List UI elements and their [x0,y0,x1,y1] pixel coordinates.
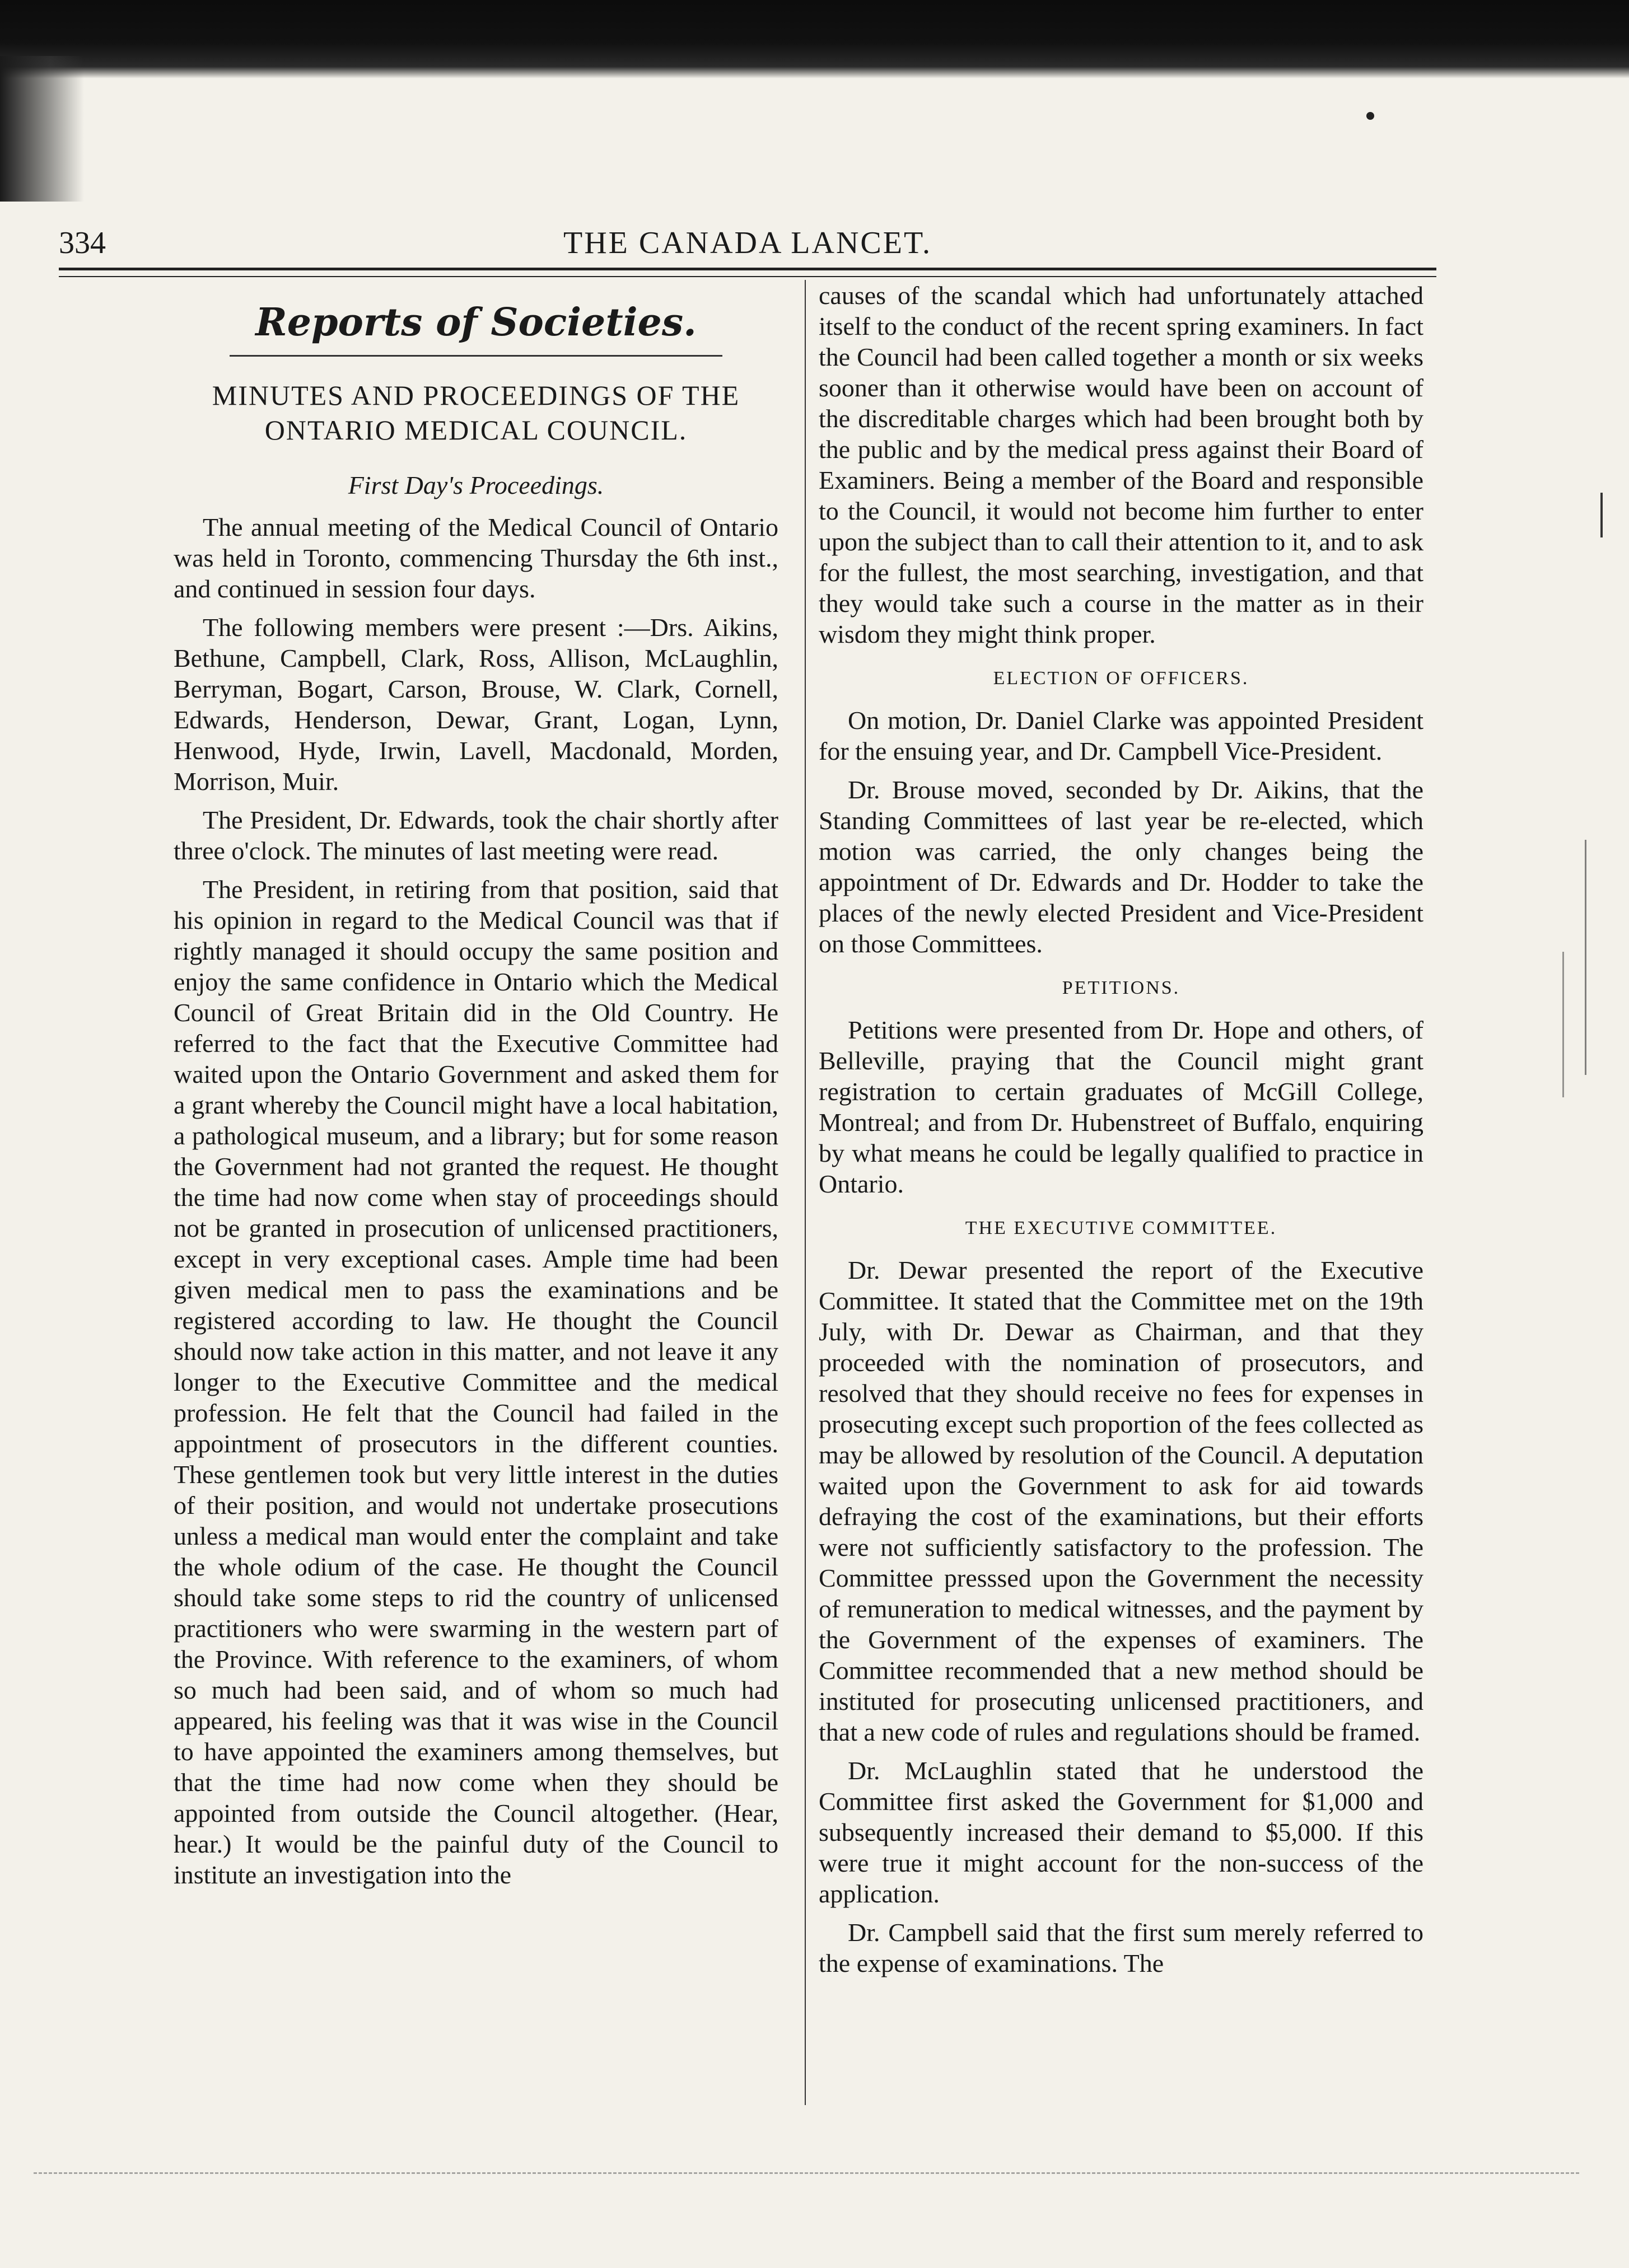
paragraph: On motion, Dr. Daniel Clarke was appointed President for the ensuing year, and Dr. Campbell Vice-President. [819,706,1423,765]
article-heading-line: MINUTES AND PROCEEDINGS OF THE [212,380,740,411]
paragraph: Dr. Campbell said that the first sum merely referred to the expense of examinations. The [819,1918,1423,1977]
running-title: THE CANADA LANCET. [563,226,932,260]
paragraph: The President, in retiring from that position, said that his opinion in regard to the Medical Council was that if rightly managed it should occupy the same position and enjoy the same confidence in Ontario which the Medical Council of Great Britain did in the Old Country. He referred to the fact that the Executive Committee had waited upon the Ontario Government and asked them for a grant whereby the Council might have a local habitation, a pathological museum, and a library; but for some reason the Government had not granted the request. He thought the time had now come when stay of proceedings should not be granted in prosecution of unlicensed practitioners, except in very exceptional cases. Ample time had been given medical men to pass the examinations and be registered according to law. He thought the Council should now take action in this matter, and not leave it any longer to the Executive Committee and the medical profession. He felt that the Council had failed in the appointment of prosecutors in the different counties. These gentlemen took but very little interest in the duties of their position, and would not undertake prosecutions unless a medical man would enter the complaint and take the whole odium of the case. He thought the Council should take some steps to rid the country of unlicensed practitioners who were swarming in the western part of the Province. With reference to the examiners, of whom so much had been said, and of whom so much had appeared, his feeling was that it was wise in the Council to have appointed the examiners among themselves, but that the time had now come when they should be appointed from outside the Council altogether. (Hear, hear.) It would be the painful duty of the Council to institute an investigation into the [174,875,778,1889]
scan-edge-left [0,56,84,202]
section-heading-election: ELECTION OF OFFICERS. [993,668,1249,689]
paragraph: Dr. McLaughlin stated that he understood the Committee first asked the Government for $1,000 and subsequently increased their demand to $5,000. If this were true it might account for the non-success of the application. [819,1756,1423,1908]
header-rule [59,268,1436,277]
left-column [174,280,778,1898]
article-heading-line: ONTARIO MEDICAL COUNCIL. [264,414,688,446]
page-header [59,219,1436,264]
margin-mark [1585,840,1586,1075]
scan-speck [1366,112,1374,120]
scan-edge-top [0,0,1629,78]
article-subheading: First Day's Proceedings. [348,471,604,499]
right-column [819,280,1423,1986]
paragraph: Dr. Dewar presented the report of the Executive Committee. It stated that the Committee met on the 19th July, with Dr. Dewar as Chairman, and that they proceeded with the nomination of prosecutors, and resolved that they should receive no fees for expenses in prosecuting except such proportion of the fees collected as may be allowed by resolution of the Council. A deputation waited upon the Government to ask for aid towards defraying the cost of the examinations, but their efforts were not sufficiently satisfactory to the profession. The Committee presssed upon the Government the necessity of remuneration to medical witnesses, and the payment by the Government of the expenses of examiners. The Committee recommended that a new method should be instituted for prosecuting unlicensed practitioners, and that a new code of rules and regulations should be framed. [819,1256,1423,1746]
margin-mark [1600,493,1603,537]
column-divider [805,280,806,2105]
paragraph: causes of the scandal which had unfortunately attached itself to the conduct of the recent spring examiners. In fact the Council had been called together a month or six weeks sooner than it otherwise would have been on account of the discreditable charges which had been brought both by the public and by the medical press against their Board of Examiners. Being a member of the Board and responsible to the Council, it would not become him further to enter upon the subject than to call their attention to it, and to ask for the fullest, the most searching, investigation, and that they would take such a course in the matter as in their wisdom they might think proper. [819,281,1423,648]
margin-mark [1562,952,1564,1097]
scan-footer-smudge [34,2172,1579,2196]
section-title: Reports of Societies. [255,300,697,345]
article-heading [174,378,778,447]
section-heading-executive: THE EXECUTIVE COMMITTEE. [965,1218,1277,1238]
page-number: 334 [59,226,106,260]
paragraph: The following members were present :—Drs. Aikins, Bethune, Campbell, Clark, Ross, Allison, McLaughlin, Berryman, Bogart, Carson, Brouse, W. Clark, Cornell, Edwards, Henderson, Dewar, Grant, Logan, Lynn, Henwood, Hyde, Irwin, Lavell, Macdonald, Morden, Morrison, Muir. [174,613,778,796]
section-heading-petitions: PETITIONS. [1062,978,1180,998]
paragraph: The annual meeting of the Medical Council of Ontario was held in Toronto, commencing Thursday the 6th inst., and continued in session four days. [174,513,778,603]
section-rule [230,355,722,357]
paragraph: Dr. Brouse moved, seconded by Dr. Aikins, that the Standing Committees of last year be re-elected, which motion was carried, the only changes being the appointment of Dr. Edwards and Dr. Hodder to take the places of the newly elected President and Vice-President on those Committees. [819,775,1423,958]
paragraph: The President, Dr. Edwards, took the chair shortly after three o'clock. The minutes of last meeting were read. [174,806,778,865]
paragraph: Petitions were presented from Dr. Hope and others, of Belleville, praying that the Council might grant registration to certain graduates of McGill College, Montreal; and from Dr. Hubenstreet of Buffalo, enquiring by what means he could be legally qualified to practice in Ontario. [819,1016,1423,1198]
